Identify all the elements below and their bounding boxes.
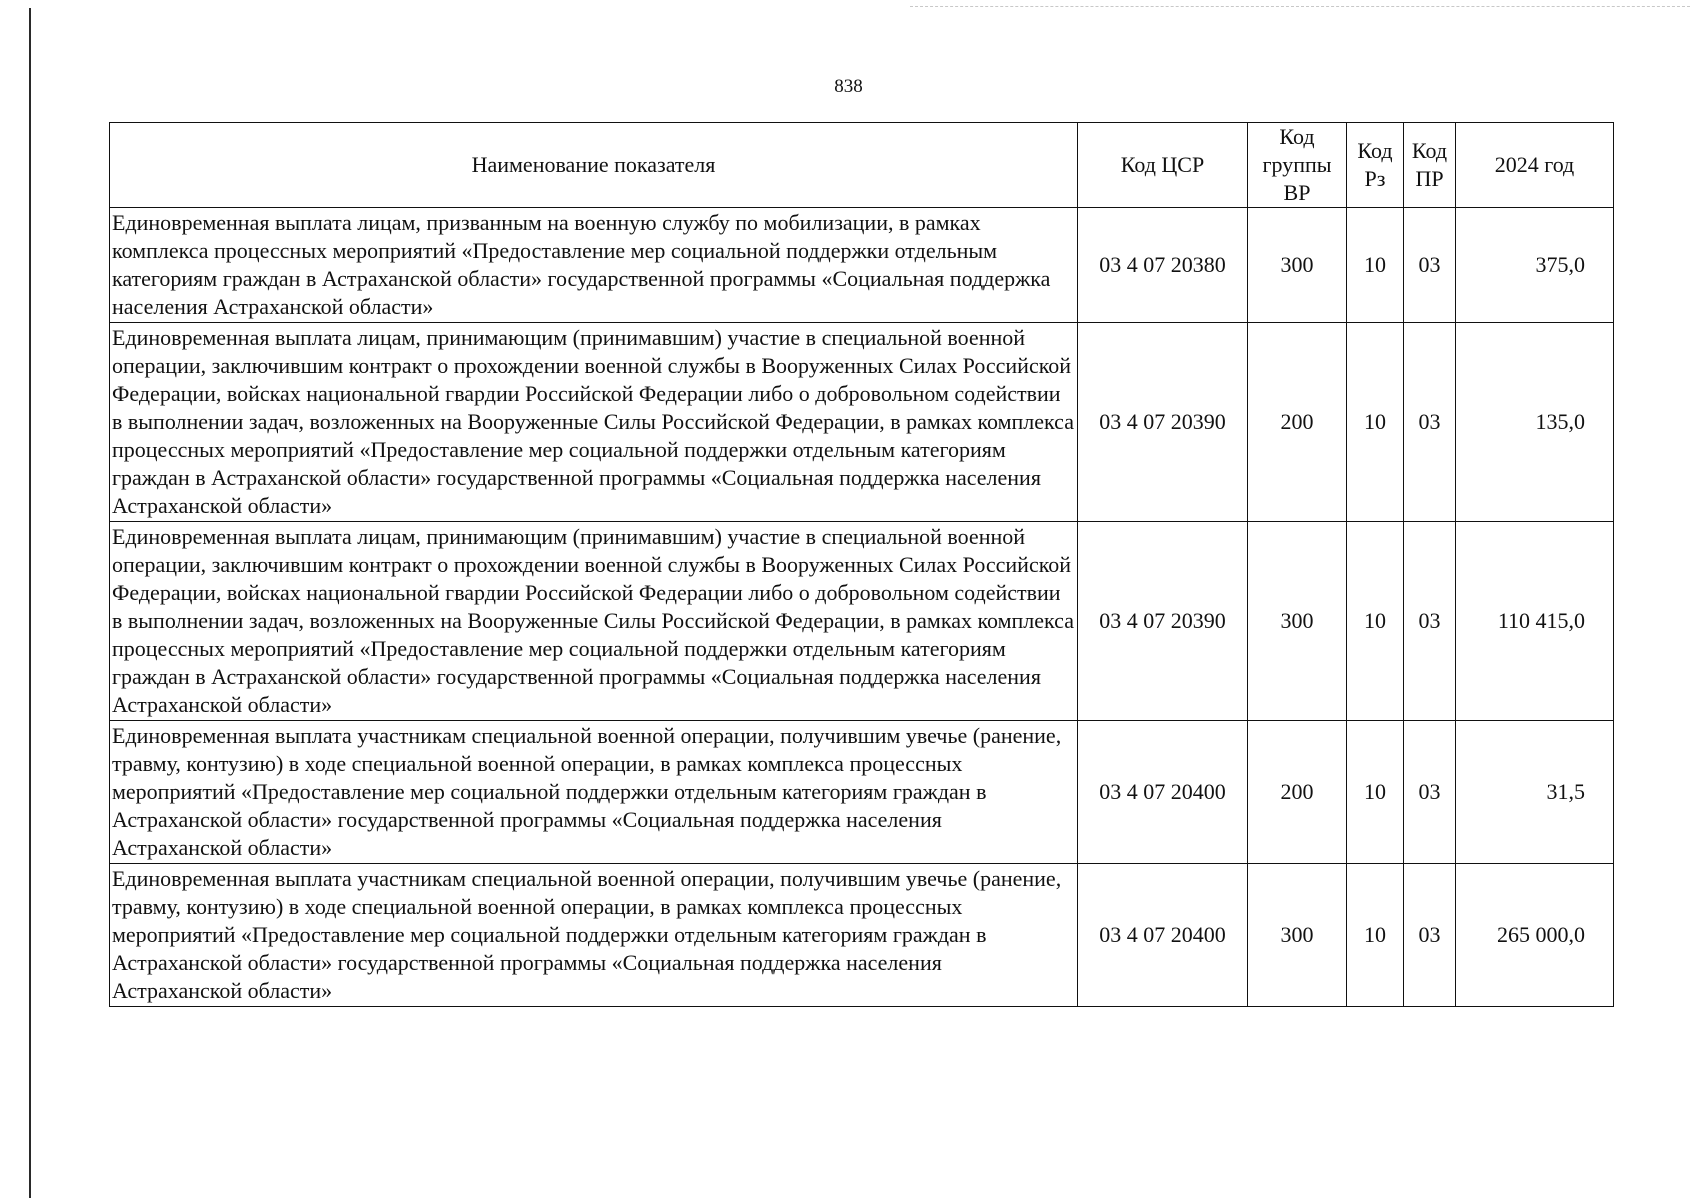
row-pr-code: 03 [1404,864,1456,1007]
page-number: 838 [834,76,863,97]
row-rz-code: 10 [1347,522,1404,721]
table-body [110,208,1614,1007]
row-rz-code: 10 [1347,323,1404,522]
row-name: Единовременная выплата участникам специальной военной операции, получившим увечье (ранение, травму, контузию) в ходе специальной военной операции, в рамках комплекса процессных мероприятий «Предоставление мер социальной поддержки отдельным категориям граждан в Астраханской области» государственной программы «Социальная поддержка населения Астраханской области» [110,864,1078,1007]
row-amount: 375,0 [1456,208,1614,323]
row-csr-code: 03 4 07 20400 [1078,864,1248,1007]
row-amount: 110 415,0 [1456,522,1614,721]
row-vr-code: 300 [1248,522,1347,721]
table-row [110,721,1614,864]
header-rz-code: Код Рз [1347,123,1404,208]
row-csr-code: 03 4 07 20400 [1078,721,1248,864]
row-vr-code: 300 [1248,864,1347,1007]
table-row [110,323,1614,522]
scan-artifact-line [910,6,1690,7]
row-pr-code: 03 [1404,522,1456,721]
row-amount: 135,0 [1456,323,1614,522]
row-amount: 265 000,0 [1456,864,1614,1007]
row-vr-code: 200 [1248,721,1347,864]
header-pr-code: Код ПР [1404,123,1456,208]
binding-margin-line [29,8,31,1198]
table-header [110,123,1614,208]
row-amount: 31,5 [1456,721,1614,864]
budget-table [109,122,1614,1007]
row-pr-code: 03 [1404,323,1456,522]
row-pr-code: 03 [1404,208,1456,323]
row-csr-code: 03 4 07 20390 [1078,522,1248,721]
header-name: Наименование показателя [110,123,1078,208]
header-row [110,123,1614,208]
row-name: Единовременная выплата участникам специальной военной операции, получившим увечье (ранение, травму, контузию) в ходе специальной военной операции, в рамках комплекса процессных мероприятий «Предоставление мер социальной поддержки отдельным категориям граждан в Астраханской области» государственной программы «Социальная поддержка населения Астраханской области» [110,721,1078,864]
table-row [110,522,1614,721]
row-pr-code: 03 [1404,721,1456,864]
row-csr-code: 03 4 07 20390 [1078,323,1248,522]
row-rz-code: 10 [1347,864,1404,1007]
row-rz-code: 10 [1347,208,1404,323]
row-vr-code: 200 [1248,323,1347,522]
table-row [110,864,1614,1007]
header-year-2024: 2024 год [1456,123,1614,208]
row-name: Единовременная выплата лицам, принимающим (принимавшим) участие в специальной военной операции, заключившим контракт о прохождении военной службы в Вооруженных Силах Российской Федерации, войсках национальной гвардии Российской Федерации либо о добровольном содействии в выполнении задач, возложенных на Вооруженные Силы Российской Федерации, в рамках комплекса процессных мероприятий «Предоставление мер социальной поддержки отдельным категориям граждан в Астраханской области» государственной программы «Социальная поддержка населения Астраханской области» [110,522,1078,721]
row-rz-code: 10 [1347,721,1404,864]
header-vr-code: Код группы ВР [1248,123,1347,208]
table-row [110,208,1614,323]
row-name: Единовременная выплата лицам, принимающим (принимавшим) участие в специальной военной операции, заключившим контракт о прохождении военной службы в Вооруженных Силах Российской Федерации, войсках национальной гвардии Российской Федерации либо о добровольном содействии в выполнении задач, возложенных на Вооруженные Силы Российской Федерации, в рамках комплекса процессных мероприятий «Предоставление мер социальной поддержки отдельным категориям граждан в Астраханской области» государственной программы «Социальная поддержка населения Астраханской области» [110,323,1078,522]
row-csr-code: 03 4 07 20380 [1078,208,1248,323]
header-csr-code: Код ЦСР [1078,123,1248,208]
row-name: Единовременная выплата лицам, призванным на военную службу по мобилизации, в рамках комплекса процессных мероприятий «Предоставление мер социальной поддержки отдельным категориям граждан в Астраханской области» государственной программы «Социальная поддержка населения Астраханской области» [110,208,1078,323]
row-vr-code: 300 [1248,208,1347,323]
